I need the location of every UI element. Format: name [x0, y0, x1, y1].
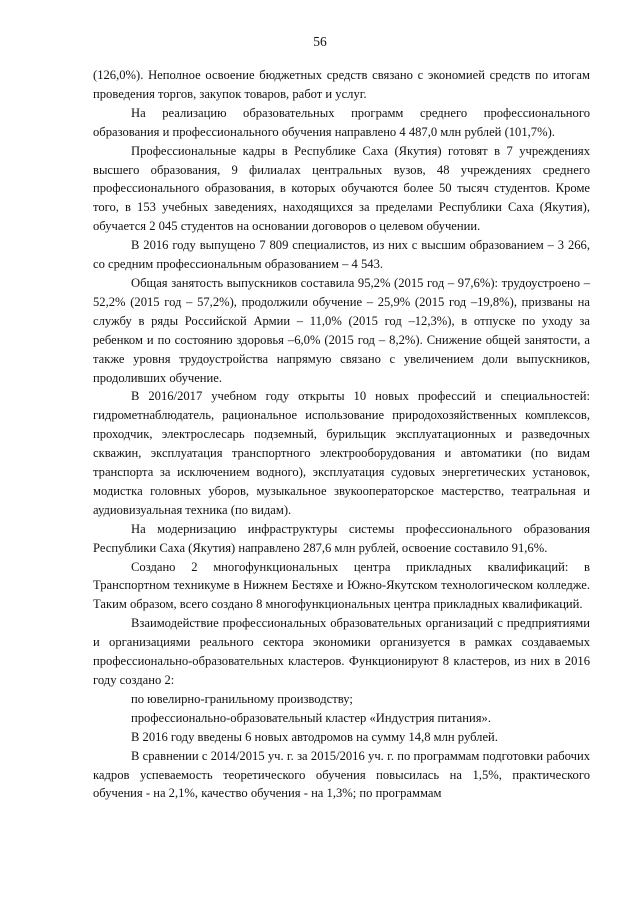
paragraph-autodromes: В 2016 году введены 6 новых автодромов на сумму 14,8 млн рублей.: [131, 729, 498, 744]
paragraph-vocational-funding: На реализацию образовательных программ среднего профессионального образования и профессионального обучения направлено 4 487,0 млн рублей (101,7%).: [93, 105, 590, 139]
page-number: 56: [313, 34, 327, 49]
list-item-jewelry-cluster: по ювелирно-гранильному производству;: [131, 691, 353, 706]
paragraph-graduates-2016: В 2016 году выпущено 7 809 специалистов, из них с высшим образованием – 3 266, со средним профессиональным образованием – 4 543.: [93, 238, 590, 272]
list-item-food-cluster: профессионально-образовательный кластер «Индустрия питания».: [131, 710, 491, 725]
paragraph-budget-savings: (126,0%). Неполное освоение бюджетных средств связано с экономией средств по итогам проведения торгов, закупок товаров, работ и услуг.: [93, 68, 590, 101]
paragraph-qualification-centers: Создано 2 многофункциональных центра прикладных квалификаций: в Транспортном техникуме в Нижнем Бестяхе и Южно-Якутском технологическом колледже. Таким образом, всего создано 8 многофункциональных центра прикладных квалификаций.: [93, 559, 590, 612]
paragraph-modernization: На модернизацию инфраструктуры системы профессионального образования Республики Саха (Якутия) направлено 287,6 млн рублей, освоение составило 91,6%.: [93, 521, 590, 555]
document-body: [93, 66, 590, 803]
paragraph-clusters: Взаимодействие профессиональных образовательных организаций с предприятиями и организациями реального сектора экономики организуется в рамках создаваемых профессионально-образовательных кластеров. Функционируют 8 кластеров, из них в 2016 году создано 2:: [93, 616, 590, 687]
paragraph-employment: Общая занятость выпускников составила 95,2% (2015 год – 97,6%): трудоустроено – 52,2% (2015 год – 57,2%), продолжили обучение – 25,9% (2015 год –19,8%), призваны на службу в ряды Российской Армии – 11,0% (2015 год –12,3%), в отпуске по уходу за ребенком и по состоянию здоровья –6,0% (2015 год – 8,2%). Снижение общей занятости, а также уровня трудоустройства напрямую связано с увеличением доли выпускников, продоливших обучение.: [93, 275, 590, 385]
paragraph-performance-comparison: В сравнении с 2014/2015 уч. г. за 2015/2016 уч. г. по программам подготовки рабочих кадров успеваемость теоретического обучения повысилась на 1,5%, практического обучения - на 2,1%, качество обучения - на 1,3%; по программам: [93, 748, 590, 801]
paragraph-professional-staff: Профессиональные кадры в Республике Саха (Якутия) готовят в 7 учреждениях высшего образования, 9 филиалах центральных вузов, 48 учреждениях среднего профессионального образования, в которых обучаются более 50 тысяч студентов. Кроме того, в 153 учебных заведениях, находящихся за пределами Республики Саха (Якутия), обучается 2 045 студентов на основании договоров о целевом обучении.: [93, 143, 590, 234]
paragraph-new-professions: В 2016/2017 учебном году открыты 10 новых профессий и специальностей: гидрометнаблюдатель, рациональное использование природохозяйственных комплексов, проходчик, электрослесарь подземный, бурильщик эксплуатационных и разведочных скважин, эксплуатация транспортного электрооборудования и автоматики (по видам транспорта за исключением водного), эксплуатация судовых энергетических установок, модистка головных уборов, музыкальное звукооператорское мастерство, театральная и аудиовизуальная техника (по видам).: [93, 389, 590, 517]
